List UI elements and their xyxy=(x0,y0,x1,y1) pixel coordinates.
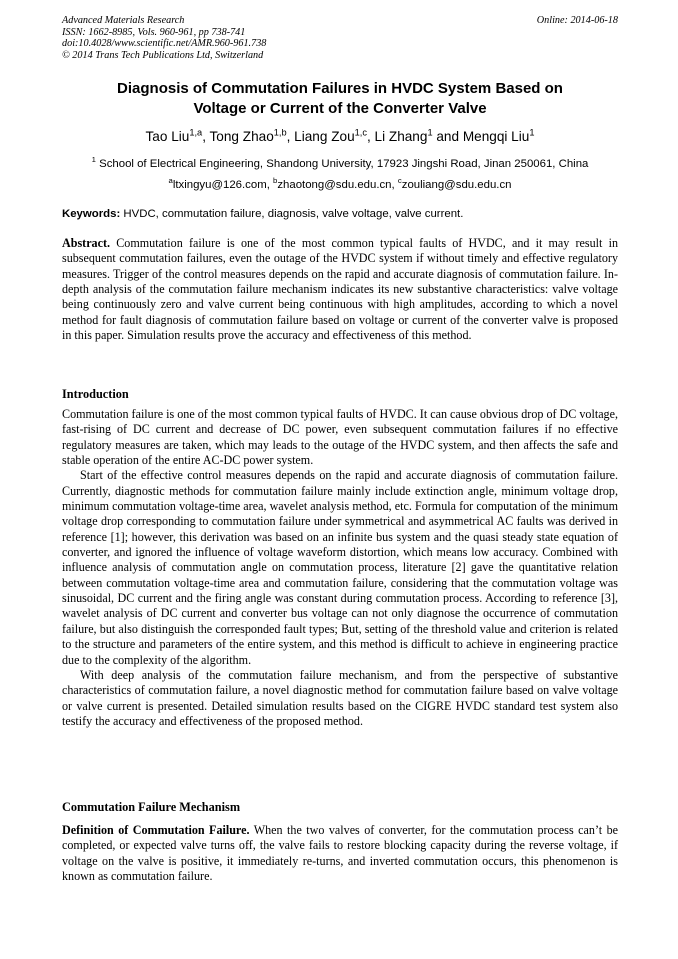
email-superscript: a xyxy=(168,176,173,186)
author-superscript: 1,a xyxy=(189,127,203,138)
author-name: Tong Zhao xyxy=(209,129,274,144)
author-name: Li Zhang xyxy=(374,129,428,144)
author-name: Mengqi Liu xyxy=(462,129,530,144)
introduction-paragraph: With deep analysis of the commutation failure mechanism, and from the perspective of substantive characteristics of commutation failure, a novel diagnostic method for commutation failure based on valve voltage or valve current is presented. Detailed simulation results based on the CIGRE HVDC standard test system also testify the accuracy and effectiveness of the proposed method. xyxy=(62,667,618,728)
definition-text: When the two valves of converter, for the commutation process can’t be completed, or expected valve turns off, the valve fails to restore blocking capacity during the reverse voltage, if voltage on the valve is positive, it immediately re-turns, and inverted commutation occurs, this phenomenon is known as commutation failure. xyxy=(62,823,618,884)
introduction-paragraph: Start of the effective control measures depends on the rapid and accurate diagnosis of commutation failure. Currently, diagnostic methods for commutation failure mainly include extinction angle, minimum voltage drop, minimum commutation voltage-time area, wavelet analysis method, etc. Formula for computation of the minimum voltage drop corresponding to commutation failure under symmetrical and asymmetrical AC faults was derived in reference [1]; however, this derivation was based on an infinite bus system and the quasi steady state equation of converter, and ignored the influence of voltage waveform distortion, which means low accuracy. Combined with influence analysis of commutation angle on commutation process, literature [2] gave the quantitative relation between commutation voltage-time area and commutation failure, considering that the commutation voltage was sinusoidal, DC current and the firing angle was constant during commutation process. According to reference [3], wavelet analysis of DC current and converter bus voltage can not only diagnose the occurrence of commutation failure, but also distinguish the corresponded fault types; But, setting of the threshold value and criterion is related to the structure and parameters of the entire system, and this method is difficult to achieve in engineering practice due to the complexity of the algorithm. xyxy=(62,468,618,667)
title-line-2: Voltage or Current of the Converter Valve xyxy=(193,100,487,117)
author-superscript: 1,b xyxy=(273,127,287,138)
author-separator: , xyxy=(286,129,295,144)
introduction-heading: Introduction xyxy=(62,387,129,401)
email-superscript: b xyxy=(273,176,278,186)
keywords xyxy=(62,206,618,222)
mechanism-heading: Commutation Failure Mechanism xyxy=(62,800,241,814)
affiliation-superscript: 1 xyxy=(91,155,96,165)
author-superscript: 1 xyxy=(529,127,535,138)
author-superscript: 1 xyxy=(427,127,433,138)
affiliation xyxy=(62,156,618,172)
email-separator: , xyxy=(391,179,398,191)
introduction-section xyxy=(62,407,618,729)
author-list xyxy=(62,128,618,146)
abstract-label: Abstract. xyxy=(62,236,111,250)
journal-header xyxy=(62,15,618,61)
keywords-text: HVDC, commutation failure, diagnosis, valve voltage, valve current. xyxy=(123,208,464,220)
title-line-1: Diagnosis of Commutation Failures in HVDC System Based on xyxy=(117,80,563,97)
issn-line: ISSN: 1662-8985, Vols. 960-961, pp 738-741 xyxy=(62,26,246,38)
introduction-paragraph: Commutation failure is one of the most common typical faults of HVDC. It can cause obvious drop of DC voltage, fast-rising of DC current and decrease of DC power, even subsequent commutation failures if no effective regulatory measures are taken, which may leads to the outage of the HVDC system, and then affects the safe and stable operation of the entire AC-DC power system. xyxy=(62,407,618,468)
email-address[interactable]: ltxingyu@126.com xyxy=(172,179,267,191)
email-separator: , xyxy=(266,179,274,191)
mechanism-section xyxy=(62,823,618,884)
doi-line: doi:10.4028/www.scientific.net/AMR.960-961.738 xyxy=(62,38,267,50)
paper-title xyxy=(62,79,618,119)
author-separator: , xyxy=(202,129,210,144)
keywords-label: Keywords: xyxy=(62,208,121,220)
email-address[interactable]: zouliang@sdu.edu.cn xyxy=(401,179,512,191)
email-address[interactable]: zhaotong@sdu.edu.cn xyxy=(277,179,392,191)
email-superscript: c xyxy=(397,176,402,186)
author-superscript: 1,c xyxy=(354,127,367,138)
copyright-line: © 2014 Trans Tech Publications Ltd, Switzerland xyxy=(62,49,264,61)
abstract-text: Commutation failure is one of the most common typical faults of HVDC, and it may result in subsequent commutation failures, even the outage of the HVDC system if without timely and effective regulatory measures. Trigger of the control measures depends on the rapid and accurate diagnosis of commutation failure. In-depth analysis of the commutation failure mechanism indicates its new substantive characteristics: valve voltage being continuously zero and valve current being continuous with high amplitudes, according to which a novel method for fault diagnosis of commutation failure based on voltage or current of the converter valve is proposed in this paper. Simulation results prove the accuracy and effectiveness of this method. xyxy=(62,236,618,343)
author-emails xyxy=(62,177,618,193)
author-name: Liang Zou xyxy=(294,129,355,144)
abstract xyxy=(62,236,618,343)
author-separator: and xyxy=(432,129,463,144)
journal-name: Advanced Materials Research xyxy=(62,15,185,26)
affiliation-text: School of Electrical Engineering, Shandong University, 17923 Jingshi Road, Jinan 250061, China xyxy=(99,158,589,170)
definition-label: Definition of Commutation Failure. xyxy=(62,823,250,837)
online-date: Online: 2014-06-18 xyxy=(536,15,618,26)
author-separator: , xyxy=(366,129,375,144)
author-name: Tao Liu xyxy=(145,129,190,144)
